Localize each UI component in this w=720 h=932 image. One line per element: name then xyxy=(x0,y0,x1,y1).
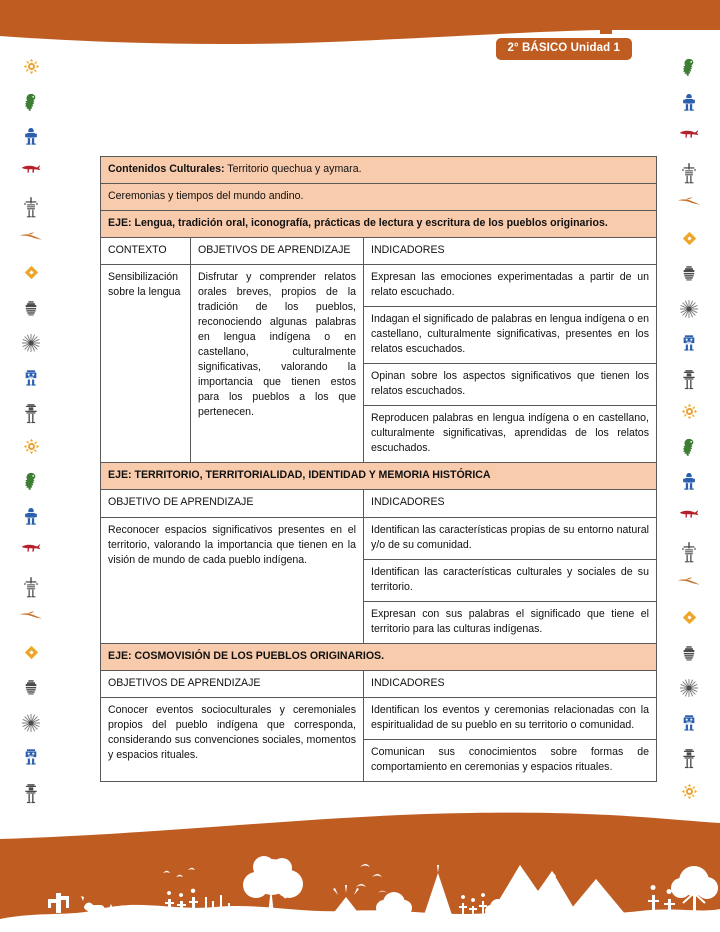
fox-icon xyxy=(666,507,712,533)
figure-icon xyxy=(8,507,54,533)
vessel-icon xyxy=(8,679,54,705)
diamond-flower-icon xyxy=(666,231,712,257)
shaman-icon xyxy=(666,748,712,774)
lesson-plan-sheet xyxy=(100,156,656,782)
vessel-icon xyxy=(666,645,712,671)
eje-title-2: EJE: TERRITORIO, TERRITORIALIDAD, IDENTIDAD Y MEMORIA HISTÓRICA xyxy=(101,463,657,490)
col-header-objetivos-3: OBJETIVOS DE APRENDIZAJE xyxy=(101,670,364,697)
eje-row-2 xyxy=(101,463,657,490)
contenidos-row-2 xyxy=(101,184,657,211)
column-header-row-2 xyxy=(101,490,657,517)
shaman-icon xyxy=(8,783,54,809)
figure-icon xyxy=(8,127,54,153)
shaman-icon xyxy=(666,369,712,395)
sun-flower-icon xyxy=(8,58,54,84)
right-decorative-rail xyxy=(666,58,712,818)
totem-figure-icon xyxy=(8,196,54,222)
sun-flower-icon xyxy=(666,403,712,429)
fox-icon xyxy=(8,162,54,188)
col-header-indicadores-1: INDICADORES xyxy=(364,238,657,265)
contexto-cell-1: Sensibilización sobre la lengua xyxy=(101,265,191,463)
indicador-cell: Opinan sobre los aspectos significativos que tienen los relatos escuchados. xyxy=(364,364,657,406)
indicador-cell: Reproducen palabras en lengua indígena o en castellano, culturalmente significativas, aprendidas de los relatos escuchados. xyxy=(364,406,657,463)
totem-figure-icon xyxy=(666,162,712,188)
figure-icon xyxy=(666,472,712,498)
contenidos-culturales-cell xyxy=(101,157,657,184)
contenidos-subtitle-cell: Ceremonias y tiempos del mundo andino. xyxy=(101,184,657,211)
column-header-row-3 xyxy=(101,670,657,697)
col-header-indicadores-2: INDICADORES xyxy=(364,490,657,517)
eje-row-1 xyxy=(101,211,657,238)
starburst-icon xyxy=(666,300,712,326)
table-row xyxy=(101,265,657,307)
shaman-icon xyxy=(8,403,54,429)
fox-icon xyxy=(8,541,54,567)
contenidos-value: Territorio quechua y aymara. xyxy=(224,163,362,175)
eje-title-3: EJE: COSMOVISIÓN DE LOS PUEBLOS ORIGINARIOS. xyxy=(101,643,657,670)
mask-figure-icon xyxy=(666,334,712,360)
col-header-objetivos-1: OBJETIVOS DE APRENDIZAJE xyxy=(191,238,364,265)
table-row xyxy=(101,517,657,559)
objetivo-cell-3: Conocer eventos socioculturales y ceremoniales propios del pueblo indígena que corresponda, considerando sus convenciones sociales, momentos y espacios rituales. xyxy=(101,697,364,781)
indicador-cell: Identifican las características culturales y sociales de su territorio. xyxy=(364,559,657,601)
eje-row-3 xyxy=(101,643,657,670)
fox-icon xyxy=(666,127,712,153)
starburst-icon xyxy=(666,679,712,705)
objetivo-cell-1: Disfrutar y comprender relatos orales breves, propios de la tradición de los pueblos, reconociendo algunas palabras en lengua indígena o en castellano, culturalmente significativas, valorando la importancia que tienen estos para los pueblos a los que pertenecen. xyxy=(191,265,364,463)
indicador-cell: Identifican las características propias de su entorno natural y/o de su comunidad. xyxy=(364,517,657,559)
objetivo-cell-2: Reconocer espacios significativos presentes en el territorio, valorando la importancia que tienen en la visión de mundo de cada pueblo indígena. xyxy=(101,517,364,643)
condor-icon xyxy=(8,610,54,636)
starburst-icon xyxy=(8,714,54,740)
mask-figure-icon xyxy=(8,369,54,395)
bird-icon xyxy=(8,472,54,498)
col-header-indicadores-3: INDICADORES xyxy=(364,670,657,697)
indicador-cell: Identifican los eventos y ceremonias relacionadas con la espiritualidad de su pueblo en su territorio o comunidad. xyxy=(364,697,657,739)
left-decorative-rail xyxy=(8,58,54,818)
unit-badge: 2° BÁSICO Unidad 1 xyxy=(496,38,632,60)
contenidos-row-1 xyxy=(101,157,657,184)
diamond-flower-icon xyxy=(8,265,54,291)
col-header-objetivo-2: OBJETIVO DE APRENDIZAJE xyxy=(101,490,364,517)
contenidos-label: Contenidos Culturales: xyxy=(108,163,225,175)
indicador-cell: Indagan el significado de palabras en lengua indígena o en castellano, culturalmente significativas, presentes en los relatos escuchados. xyxy=(364,307,657,364)
condor-icon xyxy=(8,231,54,257)
footer-landscape xyxy=(0,807,720,932)
totem-figure-icon xyxy=(8,576,54,602)
condor-icon xyxy=(666,576,712,602)
mask-figure-icon xyxy=(666,714,712,740)
eje-title-1: EJE: Lengua, tradición oral, iconografía, prácticas de lectura y escritura de los pueblos originarios. xyxy=(101,211,657,238)
lesson-plan-table xyxy=(100,156,657,782)
starburst-icon xyxy=(8,334,54,360)
condor-icon xyxy=(666,196,712,222)
column-header-row-1 xyxy=(101,238,657,265)
mask-figure-icon xyxy=(8,748,54,774)
indicador-cell: Expresan las emociones experimentadas a partir de un relato escuchado. xyxy=(364,265,657,307)
diamond-flower-icon xyxy=(8,645,54,671)
totem-figure-icon xyxy=(666,541,712,567)
vessel-icon xyxy=(666,265,712,291)
figure-icon xyxy=(666,93,712,119)
vessel-icon xyxy=(8,300,54,326)
indicador-cell: Expresan con sus palabras el significado que tiene el territorio para las culturas indígenas. xyxy=(364,601,657,643)
diamond-flower-icon xyxy=(666,610,712,636)
bird-icon xyxy=(666,438,712,464)
bird-icon xyxy=(666,58,712,84)
col-header-contexto: CONTEXTO xyxy=(101,238,191,265)
indicador-cell: Comunican sus conocimientos sobre formas de comportamiento en ceremonias y espacios rituales. xyxy=(364,739,657,781)
table-row xyxy=(101,697,657,739)
sun-flower-icon xyxy=(666,783,712,809)
sun-flower-icon xyxy=(8,438,54,464)
bird-icon xyxy=(8,93,54,119)
